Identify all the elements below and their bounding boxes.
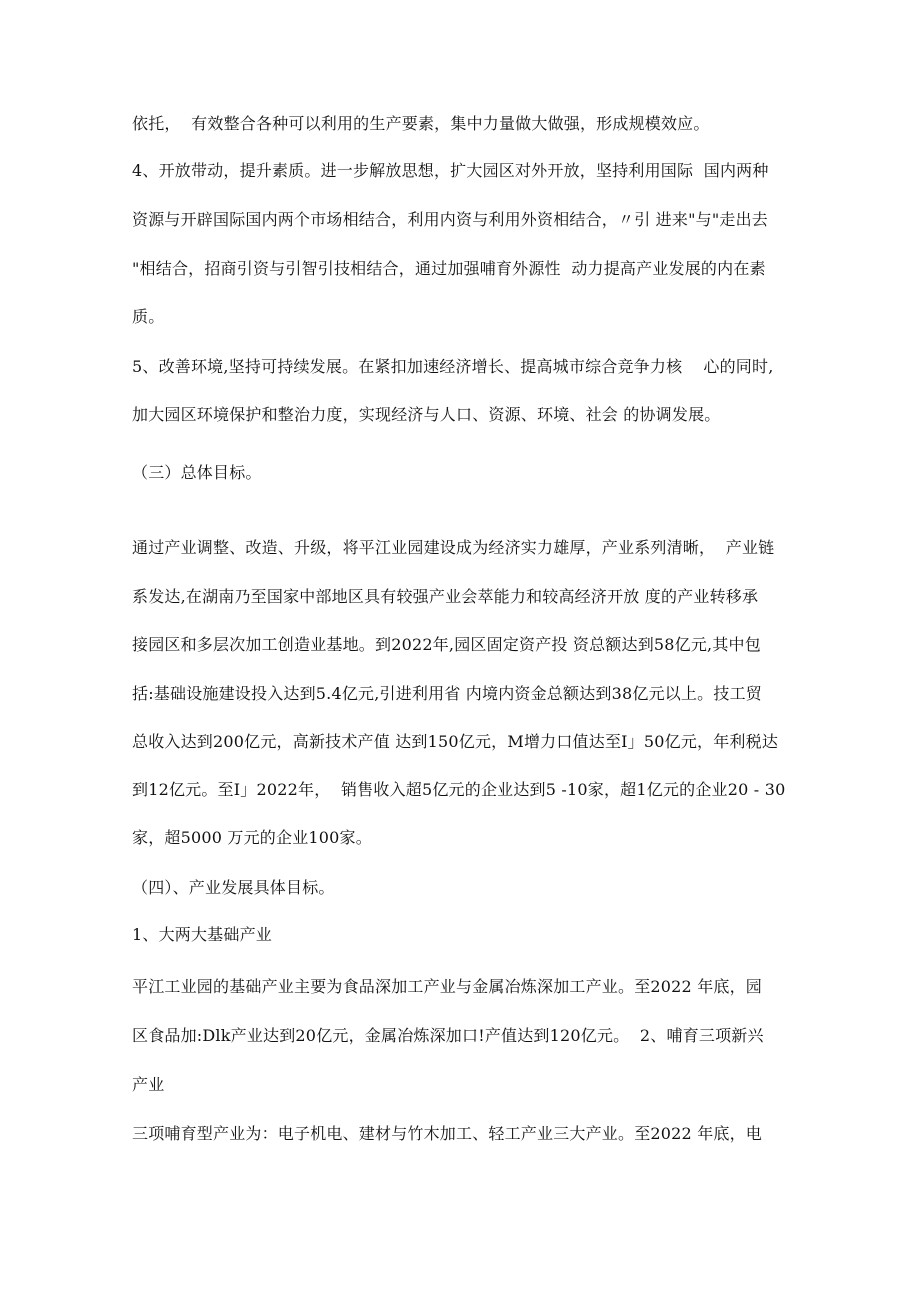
subsection-heading: 1、大两大基础产业 — [132, 925, 272, 944]
text-line: 依托， 有效整合各种可以利用的生产要素，集中力量做大做强，形成规模效应。 — [132, 114, 710, 133]
text-line: 到12亿元。至I」2022年， 销售收入超5亿元的企业达到5 -10家，超1亿元的企业20 - 30 — [132, 780, 786, 799]
text-line: 加大园区环境保护和整治力度，实现经济与人口、资源、环境、社会 的协调发展。 — [132, 405, 721, 424]
text-line: "相结合，招商引资与引智引技相结合，通过加强哺育外源性 动力提高产业发展的内在素 — [132, 259, 766, 278]
text-line: 总收入达到200亿元，高新技术产值 达到150亿元，M增力口值达至I」50亿元，年利税达 — [132, 732, 779, 751]
text-line: 三项哺育型产业为：电子机电、建材与竹木加工、轻工产业三大产业。至2022 年底，电 — [132, 1124, 763, 1143]
text-line: 资源与开辟国际国内两个市场相结合，利用内资与利用外资相结合，〃引 进来"与"走出去 — [132, 210, 769, 229]
section-heading: （四）、产业发展具体目标。 — [132, 878, 335, 897]
text-line: 平江工业园的基础产业主要为食品深加工产业与金属冶炼深加工产业。至2022 年底，园 — [132, 977, 763, 996]
text-line: 括:基础设施建设投入达到5.4亿元,引进利用省 内境内资金总额达到38亿元以上。技工贸 — [132, 684, 762, 703]
text-line: 4、开放带动，提升素质。进一步解放思想，扩大园区对外开放，坚持利用国际 国内两种 — [132, 161, 769, 180]
text-line: 系发达,在湖南乃至国家中部地区具有较强产业会萃能力和较高经济开放 度的产业转移承 — [132, 587, 759, 606]
text-line: 质。 — [132, 307, 165, 326]
text-line: 通过产业调整、改造、升级，将平江业园建设成为经济实力雄厚，产业系列清晰， 产业链 — [132, 538, 775, 557]
text-line: 接园区和多层次加工创造业基地。到2022年,园区固定资产投 资总额达到58亿元,其中包 — [132, 635, 761, 654]
section-heading: （三）总体目标。 — [132, 463, 262, 482]
text-line: 家，超5000 万元的企业100家。 — [132, 828, 372, 847]
text-line: 区食品加:Dlk产业达到20亿元，金属冶炼深加口!产值达到120亿元。 2、哺育三项新兴 — [132, 1026, 764, 1045]
text-line: 产业 — [132, 1075, 165, 1094]
text-line: 5、改善环境,坚持可持续发展。在紧扣加速经济增长、提高城市综合竞争力核 心的同时, — [132, 357, 774, 376]
